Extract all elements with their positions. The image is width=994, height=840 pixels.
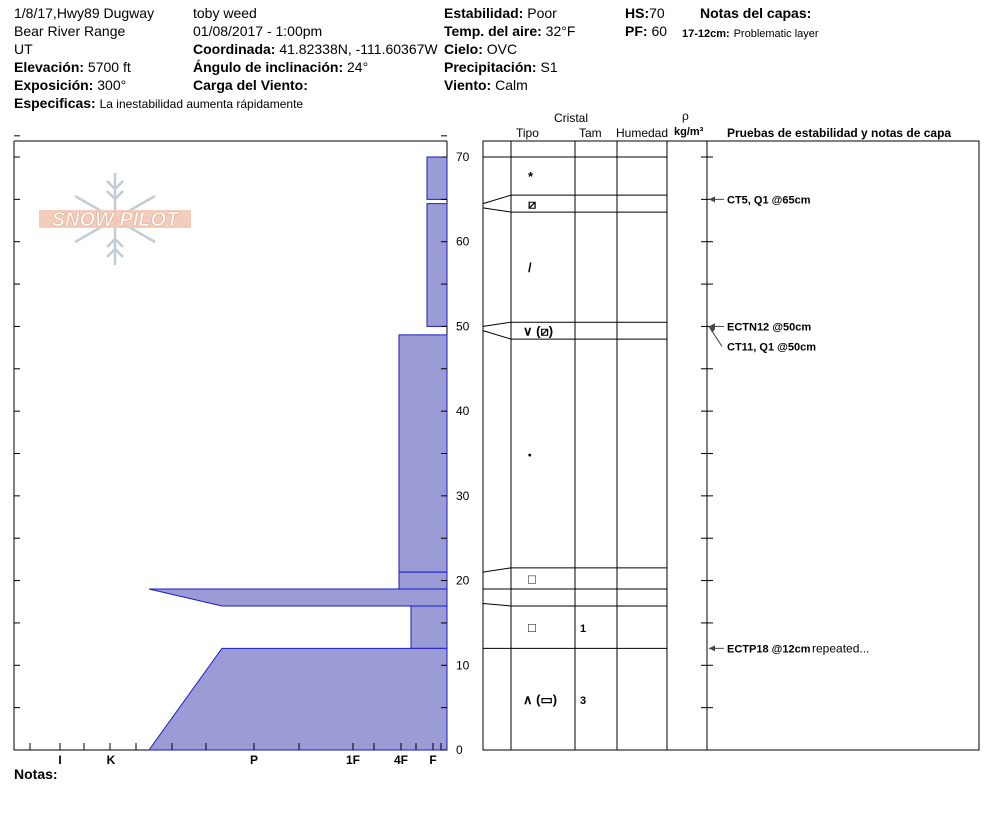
grain-type: ∧ (▭) (523, 692, 558, 708)
layer-connector (483, 603, 511, 606)
air-temp-value: 32°F (545, 23, 576, 39)
layer-notes-label: Notas del capas: (700, 5, 812, 21)
col-tests: Pruebas de estabilidad y notas de capa (727, 126, 952, 140)
location-line-2: Bear River Range (14, 23, 126, 39)
wind-label: Viento: (444, 77, 492, 93)
layer-note-1-text: Problematic layer (733, 28, 819, 40)
depth-tick-label: 10 (456, 658, 470, 673)
grain-size: 1 (580, 623, 587, 636)
grain-type: * (528, 169, 534, 185)
hardness-profile (149, 157, 447, 750)
hardness-layer (427, 204, 447, 327)
hardness-tick-label: 1F (345, 753, 361, 767)
col-cristal: Cristal (554, 111, 589, 125)
grain-type: • (528, 450, 532, 462)
elevation-value: 5700 ft (87, 59, 131, 75)
aspect-value: 300° (97, 77, 127, 93)
hs-value: 70 (649, 5, 665, 21)
slope-value: 24° (347, 59, 369, 75)
specifics-label: Especificas: (14, 95, 96, 111)
pf-label: PF: (625, 23, 648, 39)
layer-table (483, 141, 979, 750)
hardness-layer (149, 589, 447, 606)
layer-connector (483, 208, 511, 212)
observer: toby weed (193, 5, 257, 21)
air-temp-label: Temp. del aire: (444, 23, 542, 39)
stability-tests (709, 194, 869, 655)
depth-tick-label: 70 (456, 150, 470, 164)
grain-type: □ (528, 620, 536, 636)
location-line-3: UT (14, 41, 33, 57)
grain-type: □ (528, 571, 536, 587)
hardness-layer (399, 335, 447, 572)
precip-value: S1 (540, 59, 558, 75)
depth-tick-label: 40 (456, 404, 470, 419)
col-humedad: Humedad (616, 126, 669, 140)
hardness-layer (149, 648, 447, 750)
col-density-unit: kg/m³ (674, 126, 704, 138)
col-rho: ρ (682, 109, 689, 123)
hardness-tick-label: P (249, 753, 259, 767)
grain-type: / (528, 260, 532, 276)
location-line-1: 1/8/17,Hwy89 Dugway (14, 5, 155, 21)
notas-label: Notas: (14, 766, 58, 782)
layer-connector (483, 331, 511, 339)
coordinate-value: 41.82338N, -111.60367W (279, 41, 438, 57)
hardness-tick-label: F (429, 753, 437, 767)
grain-type: ⧄ (528, 196, 537, 212)
depth-tick-label: 0 (456, 743, 463, 757)
layer-connector (483, 322, 511, 326)
hardness-layer (399, 572, 447, 589)
test-label: CT5, Q1 @65cm (727, 194, 811, 207)
hardness-tick-label: K (106, 753, 116, 767)
wind-value: Calm (495, 77, 528, 93)
pf-value: 60 (651, 23, 668, 39)
depth-tick-label: 30 (456, 488, 470, 503)
grain-size: 3 (580, 695, 587, 708)
slope-label: Ángulo de inclinación: (193, 59, 344, 75)
table-frame (483, 141, 979, 750)
layer-connector (483, 195, 511, 203)
stability-label: Estabilidad: (444, 5, 524, 21)
hardness-layer (427, 157, 447, 199)
hs-label: HS: (625, 5, 650, 21)
depth-tick-label: 50 (456, 319, 470, 334)
sky-label: Cielo: (444, 41, 483, 57)
datetime: 01/08/2017 - 1:00pm (193, 23, 323, 39)
grain-type: ∨ (⧄) (523, 323, 554, 339)
coordinate-label: Coordinada: (193, 41, 276, 57)
wind-load-label: Carga del Viento: (193, 77, 308, 93)
snowpilot-logo (39, 173, 191, 265)
layer-connector (483, 568, 511, 572)
layer-note-1-range: 17-12cm: (682, 28, 730, 40)
test-label: ECTN12 @50cm (727, 321, 812, 334)
test-label: ECTP18 @12cm (727, 643, 811, 656)
col-tam: Tam (579, 126, 602, 140)
logo-text: SNOW PILOT (51, 209, 179, 231)
col-tipo: Tipo (516, 126, 539, 140)
test-extra: repeated... (812, 641, 870, 656)
stability-value: Poor (527, 5, 557, 21)
hardness-tick-label: 4F (393, 753, 409, 767)
depth-tick-label: 60 (456, 234, 470, 249)
test-arrow-head (709, 196, 715, 202)
depth-tick-label: 20 (456, 573, 470, 588)
precip-label: Precipitación: (444, 59, 537, 75)
elevation-label: Elevación: (14, 59, 85, 75)
sky-value: OVC (486, 41, 518, 57)
test-label: CT11, Q1 @50cm (727, 341, 816, 354)
test-arrow-head (709, 645, 715, 651)
specifics-value: La inestabilidad aumenta rápidamente (99, 97, 304, 111)
hardness-layer (411, 606, 447, 648)
hardness-tick-label: I (58, 753, 62, 767)
aspect-label: Exposición: (14, 77, 94, 93)
